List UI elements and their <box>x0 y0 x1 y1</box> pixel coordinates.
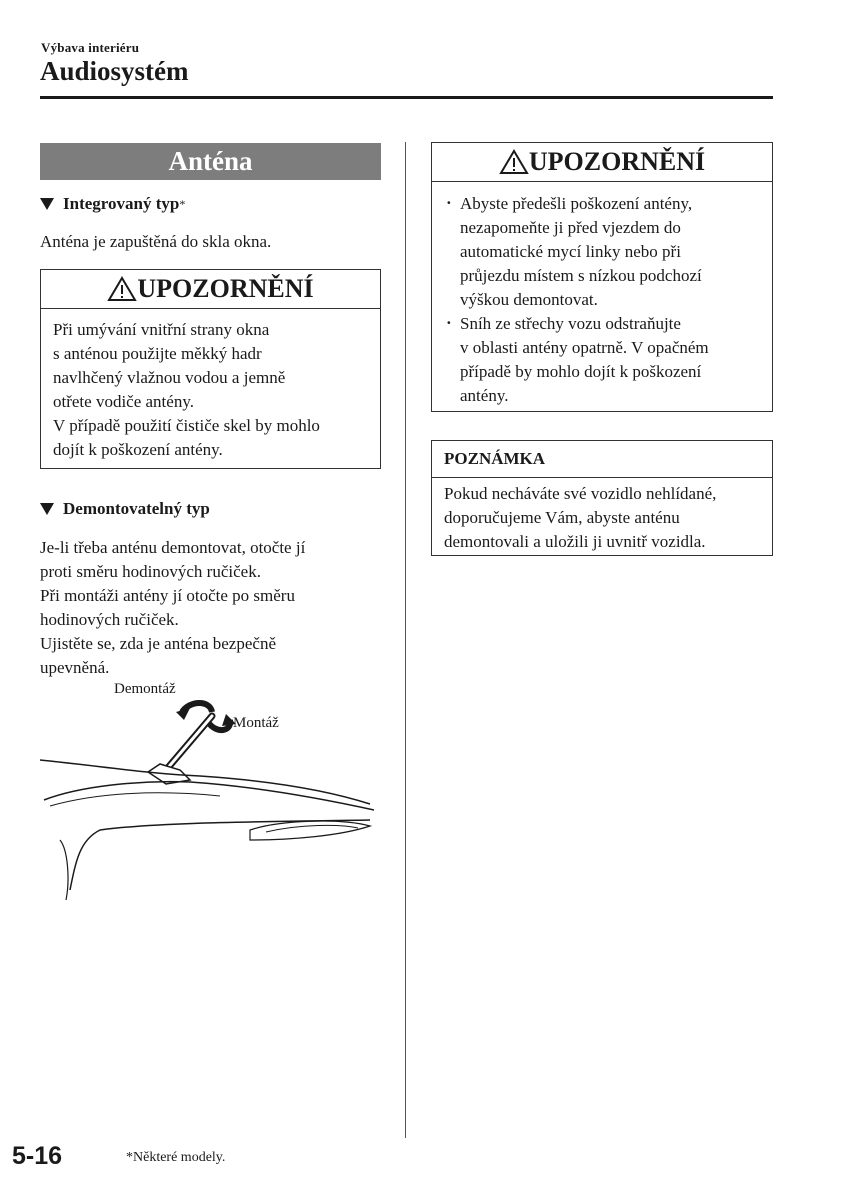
caution-title: UPOZORNĚNÍ <box>137 274 314 303</box>
note-line: demontovali a uložili ji uvnitř vozidla. <box>444 532 706 551</box>
bullet-line: v oblasti antény opatrně. V opačném <box>460 338 709 357</box>
figure-label-mount: Montáž <box>233 715 279 731</box>
note-title: POZNÁMKA <box>432 441 772 478</box>
column-divider <box>405 142 406 1138</box>
figure-label-remove: Demontáž <box>114 681 176 697</box>
text-line: Je-li třeba anténu demontovat, otočte jí <box>40 538 306 557</box>
text-line: upevněná. <box>40 658 110 677</box>
bullet-line: průjezdu místem s nízkou podchozí <box>460 266 702 285</box>
page-number: 5-16 <box>12 1142 63 1170</box>
removable-type-label: Demontovatelný typ <box>63 499 210 518</box>
caution-title: UPOZORNĚNÍ <box>528 147 706 176</box>
note-line: doporučujeme Vám, abyste anténu <box>444 508 680 527</box>
caution-header <box>41 270 380 309</box>
bullet-line: · Sníh ze střechy vozu odstraňujte <box>460 314 681 333</box>
warning-icon <box>499 149 529 175</box>
caution-line: dojít k poškození antény. <box>53 440 223 459</box>
page-title: Audiosystém <box>40 56 189 86</box>
section-title: Anténa <box>40 143 381 180</box>
caution-line: otřete vodiče antény. <box>53 392 194 411</box>
caution-line: navlhčený vlažnou vodou a jemně <box>53 368 286 387</box>
caution-line: Při umývání vnitřní strany okna <box>53 320 270 339</box>
footnote: *Některé modely. <box>126 1150 226 1165</box>
caution-header <box>432 143 772 182</box>
note-body <box>432 478 772 560</box>
integrated-type-text: Anténa je zapuštěná do skla okna. <box>40 232 272 251</box>
integrated-type-label: Integrovaný typ <box>63 194 180 213</box>
caution-box-window <box>40 269 381 469</box>
removable-type-text <box>40 536 305 680</box>
note-box <box>431 440 773 556</box>
warning-icon <box>107 276 137 302</box>
bullet-line: · Abyste předešli poškození antény, <box>460 194 693 213</box>
text-line: proti směru hodinových ručiček. <box>40 562 261 581</box>
bullet-line: nezapomeňte ji před vjezdem do <box>460 218 681 237</box>
triangle-down-icon <box>40 198 54 210</box>
caution-box-car-wash <box>431 142 773 412</box>
text-line: hodinových ručiček. <box>40 610 179 629</box>
bullet-line: automatické mycí linky nebo při <box>460 242 681 261</box>
text-line: Při montáži antény jí otočte po směru <box>40 586 295 605</box>
bullet-line: případě by mohlo dojít k poškození <box>460 362 702 381</box>
text-line: Ujistěte se, zda je anténa bezpečně <box>40 634 276 653</box>
breadcrumb: Výbava interiéru <box>41 40 140 55</box>
antenna-illustration <box>40 690 380 910</box>
caution-body <box>432 182 772 414</box>
integrated-type-heading <box>40 194 185 214</box>
caution-body <box>41 309 380 468</box>
bullet-line: výškou demontovat. <box>460 290 598 309</box>
footnote-marker: * <box>179 196 186 211</box>
note-line: Pokud necháváte své vozidlo nehlídané, <box>444 484 717 503</box>
caution-line: V případě použití čističe skel by mohlo <box>53 416 320 435</box>
bullet-line: antény. <box>460 386 509 405</box>
triangle-down-icon <box>40 503 54 515</box>
caution-line: s anténou použijte měkký hadr <box>53 344 262 363</box>
removable-type-heading <box>40 499 210 519</box>
caution-bullet <box>444 192 760 312</box>
header-rule <box>40 96 773 99</box>
caution-bullet <box>444 312 760 408</box>
